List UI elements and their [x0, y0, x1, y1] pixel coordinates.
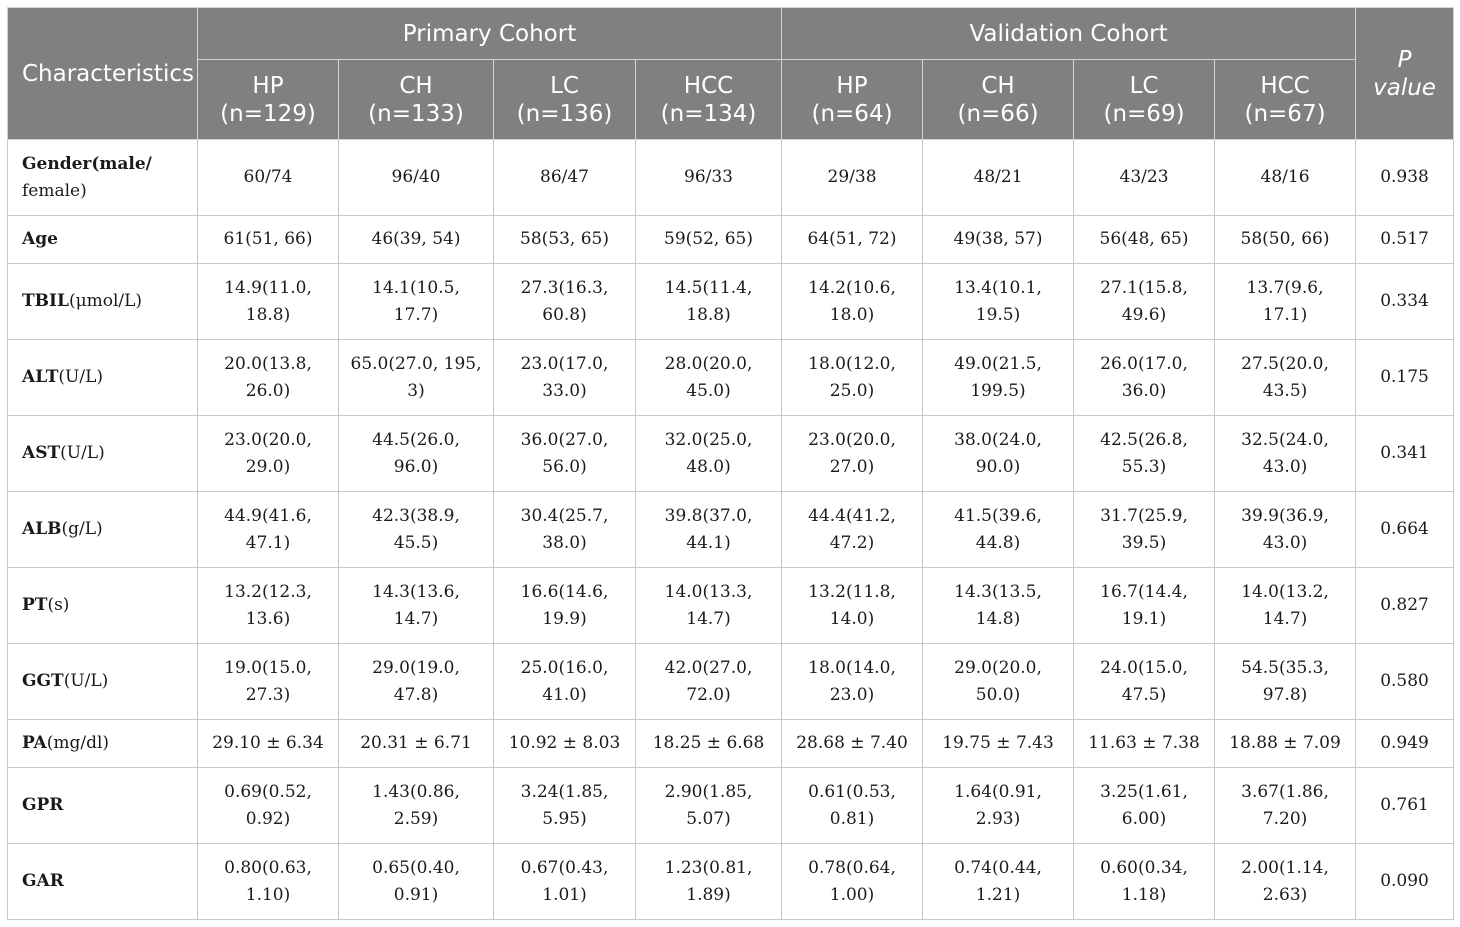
- row-label: [8, 340, 198, 416]
- cell-value: 14.2(10.6, 18.0): [782, 264, 923, 340]
- cell-value: 14.3(13.5, 14.8): [923, 568, 1074, 644]
- row-label-unit: (s): [47, 595, 70, 615]
- cell-value: 32.0(25.0, 48.0): [636, 416, 782, 492]
- cell-value: 48/21: [923, 140, 1074, 216]
- cell-value: 39.8(37.0, 44.1): [636, 492, 782, 568]
- row-label-unit: (mg/dl): [46, 733, 110, 753]
- p-value-cell: 0.175: [1356, 340, 1454, 416]
- cell-value: 14.5(11.4, 18.8): [636, 264, 782, 340]
- cell-value: 60/74: [198, 140, 339, 216]
- cell-value: 0.78(0.64, 1.00): [782, 844, 923, 920]
- row-label-name: PT: [22, 595, 48, 615]
- row-label: [8, 768, 198, 844]
- p-value-cell: 0.938: [1356, 140, 1454, 216]
- p-value-header: P value: [1356, 8, 1454, 140]
- cell-value: 1.23(0.81, 1.89): [636, 844, 782, 920]
- table-row: [8, 264, 1454, 340]
- cell-value: 28.0(20.0, 45.0): [636, 340, 782, 416]
- cell-value: 20.0(13.8, 26.0): [198, 340, 339, 416]
- table-row: [8, 720, 1454, 768]
- row-label: [8, 416, 198, 492]
- row-label-unit: (U/L): [63, 671, 109, 691]
- cell-value: 23.0(20.0, 29.0): [198, 416, 339, 492]
- cell-value: 86/47: [494, 140, 636, 216]
- cell-value: 0.69(0.52, 0.92): [198, 768, 339, 844]
- group-header: CH (n=133): [339, 60, 494, 140]
- cell-value: 48/16: [1215, 140, 1356, 216]
- p-value-cell: 0.664: [1356, 492, 1454, 568]
- cell-value: 14.0(13.2, 14.7): [1215, 568, 1356, 644]
- cell-value: 59(52, 65): [636, 216, 782, 264]
- cell-value: 44.4(41.2, 47.2): [782, 492, 923, 568]
- p-value-cell: 0.949: [1356, 720, 1454, 768]
- cell-value: 0.80(0.63, 1.10): [198, 844, 339, 920]
- cell-value: 38.0(24.0, 90.0): [923, 416, 1074, 492]
- p-value-cell: 0.090: [1356, 844, 1454, 920]
- row-label: [8, 264, 198, 340]
- row-label-name: PA: [22, 733, 47, 753]
- cell-value: 13.7(9.6, 17.1): [1215, 264, 1356, 340]
- cell-value: 1.43(0.86, 2.59): [339, 768, 494, 844]
- cell-value: 13.2(11.8, 14.0): [782, 568, 923, 644]
- p-value-cell: 0.827: [1356, 568, 1454, 644]
- cell-value: 11.63 ± 7.38: [1074, 720, 1215, 768]
- table-row: [8, 216, 1454, 264]
- cell-value: 42.0(27.0, 72.0): [636, 644, 782, 720]
- cell-value: 44.9(41.6, 47.1): [198, 492, 339, 568]
- cell-value: 0.67(0.43, 1.01): [494, 844, 636, 920]
- row-label-name: Age: [22, 229, 58, 249]
- cell-value: 31.7(25.9, 39.5): [1074, 492, 1215, 568]
- table-row: [8, 568, 1454, 644]
- cell-value: 3.24(1.85, 5.95): [494, 768, 636, 844]
- cell-value: 0.61(0.53, 0.81): [782, 768, 923, 844]
- row-label-name: ALT: [22, 367, 59, 387]
- cell-value: 18.88 ± 7.09: [1215, 720, 1356, 768]
- cell-value: 0.65(0.40, 0.91): [339, 844, 494, 920]
- row-label: [8, 568, 198, 644]
- cell-value: 28.68 ± 7.40: [782, 720, 923, 768]
- table-row: [8, 416, 1454, 492]
- primary-cohort-header: Primary Cohort: [198, 8, 782, 60]
- cell-value: 24.0(15.0, 47.5): [1074, 644, 1215, 720]
- cell-value: 25.0(16.0, 41.0): [494, 644, 636, 720]
- cell-value: 41.5(39.6, 44.8): [923, 492, 1074, 568]
- cell-value: 42.3(38.9, 45.5): [339, 492, 494, 568]
- characteristics-table: [7, 7, 1454, 920]
- group-header: LC (n=69): [1074, 60, 1215, 140]
- cell-value: 36.0(27.0, 56.0): [494, 416, 636, 492]
- cell-value: 29.10 ± 6.34: [198, 720, 339, 768]
- cell-value: 64(51, 72): [782, 216, 923, 264]
- cell-value: 44.5(26.0, 96.0): [339, 416, 494, 492]
- header-row-cohorts: [8, 8, 1454, 60]
- cell-value: 42.5(26.8, 55.3): [1074, 416, 1215, 492]
- cell-value: 14.3(13.6, 14.7): [339, 568, 494, 644]
- p-value-cell: 0.341: [1356, 416, 1454, 492]
- row-label: [8, 492, 198, 568]
- cell-value: 49.0(21.5, 199.5): [923, 340, 1074, 416]
- row-label-name: TBIL: [22, 291, 69, 311]
- cell-value: 13.2(12.3, 13.6): [198, 568, 339, 644]
- cell-value: 43/23: [1074, 140, 1215, 216]
- cell-value: 96/33: [636, 140, 782, 216]
- table-row: [8, 844, 1454, 920]
- cell-value: 3.25(1.61, 6.00): [1074, 768, 1215, 844]
- table-row: [8, 644, 1454, 720]
- cell-value: 18.0(14.0, 23.0): [782, 644, 923, 720]
- row-label-continuation: female): [22, 180, 87, 201]
- table-body: [8, 140, 1454, 920]
- cell-value: 29.0(19.0, 47.8): [339, 644, 494, 720]
- row-label: [8, 720, 198, 768]
- row-label: [8, 644, 198, 720]
- cell-value: 27.1(15.8, 49.6): [1074, 264, 1215, 340]
- row-label-unit: (U/L): [58, 367, 104, 387]
- cell-value: 29.0(20.0, 50.0): [923, 644, 1074, 720]
- cell-value: 3.67(1.86, 7.20): [1215, 768, 1356, 844]
- validation-cohort-header: Validation Cohort: [782, 8, 1356, 60]
- row-label: [8, 216, 198, 264]
- p-value-cell: 0.761: [1356, 768, 1454, 844]
- row-label-unit: (U/L): [60, 443, 105, 463]
- cell-value: 54.5(35.3, 97.8): [1215, 644, 1356, 720]
- cell-value: 14.0(13.3, 14.7): [636, 568, 782, 644]
- row-label-name: Gender(male/: [22, 153, 152, 174]
- cell-value: 18.0(12.0, 25.0): [782, 340, 923, 416]
- cell-value: 23.0(17.0, 33.0): [494, 340, 636, 416]
- cell-value: 65.0(27.0, 195, 3): [339, 340, 494, 416]
- p-value-cell: 0.334: [1356, 264, 1454, 340]
- cell-value: 49(38, 57): [923, 216, 1074, 264]
- cell-value: 96/40: [339, 140, 494, 216]
- group-header: CH (n=66): [923, 60, 1074, 140]
- cell-value: 58(53, 65): [494, 216, 636, 264]
- cell-value: 0.60(0.34, 1.18): [1074, 844, 1215, 920]
- cell-value: 29/38: [782, 140, 923, 216]
- table-row: [8, 492, 1454, 568]
- cell-value: 18.25 ± 6.68: [636, 720, 782, 768]
- table-row: [8, 768, 1454, 844]
- table-row: [8, 140, 1454, 216]
- row-label-name: GPR: [22, 795, 64, 815]
- table-row: [8, 340, 1454, 416]
- cell-value: 14.9(11.0, 18.8): [198, 264, 339, 340]
- characteristics-header: Characteristics: [8, 8, 198, 140]
- cell-value: 27.3(16.3, 60.8): [494, 264, 636, 340]
- cell-value: 46(39, 54): [339, 216, 494, 264]
- cell-value: 19.0(15.0, 27.3): [198, 644, 339, 720]
- cell-value: 16.6(14.6, 19.9): [494, 568, 636, 644]
- cell-value: 16.7(14.4, 19.1): [1074, 568, 1215, 644]
- cell-value: 58(50, 66): [1215, 216, 1356, 264]
- cell-value: 39.9(36.9, 43.0): [1215, 492, 1356, 568]
- cell-value: 23.0(20.0, 27.0): [782, 416, 923, 492]
- row-label: [8, 844, 198, 920]
- cell-value: 26.0(17.0, 36.0): [1074, 340, 1215, 416]
- cell-value: 27.5(20.0, 43.5): [1215, 340, 1356, 416]
- group-header: HCC (n=67): [1215, 60, 1356, 140]
- cell-value: 2.00(1.14, 2.63): [1215, 844, 1356, 920]
- p-value-cell: 0.517: [1356, 216, 1454, 264]
- row-label-name: GAR: [22, 871, 64, 891]
- cell-value: 10.92 ± 8.03: [494, 720, 636, 768]
- cell-value: 2.90(1.85, 5.07): [636, 768, 782, 844]
- cell-value: 32.5(24.0, 43.0): [1215, 416, 1356, 492]
- cell-value: 19.75 ± 7.43: [923, 720, 1074, 768]
- group-header: HP (n=64): [782, 60, 923, 140]
- row-label-name: ALB: [22, 519, 62, 539]
- cell-value: 13.4(10.1, 19.5): [923, 264, 1074, 340]
- p-value-cell: 0.580: [1356, 644, 1454, 720]
- header-row-groups: [8, 60, 1454, 140]
- cell-value: 30.4(25.7, 38.0): [494, 492, 636, 568]
- cell-value: 56(48, 65): [1074, 216, 1215, 264]
- group-header: LC (n=136): [494, 60, 636, 140]
- row-label-name: AST: [22, 443, 61, 463]
- group-header: HP (n=129): [198, 60, 339, 140]
- group-header: HCC (n=134): [636, 60, 782, 140]
- cell-value: 14.1(10.5, 17.7): [339, 264, 494, 340]
- row-label-unit: (g/L): [61, 519, 103, 539]
- row-label-unit: (μmol/L): [68, 291, 143, 311]
- cell-value: 0.74(0.44, 1.21): [923, 844, 1074, 920]
- row-label-name: GGT: [22, 671, 64, 691]
- cell-value: 61(51, 66): [198, 216, 339, 264]
- row-label: [8, 140, 198, 216]
- cell-value: 20.31 ± 6.71: [339, 720, 494, 768]
- cell-value: 1.64(0.91, 2.93): [923, 768, 1074, 844]
